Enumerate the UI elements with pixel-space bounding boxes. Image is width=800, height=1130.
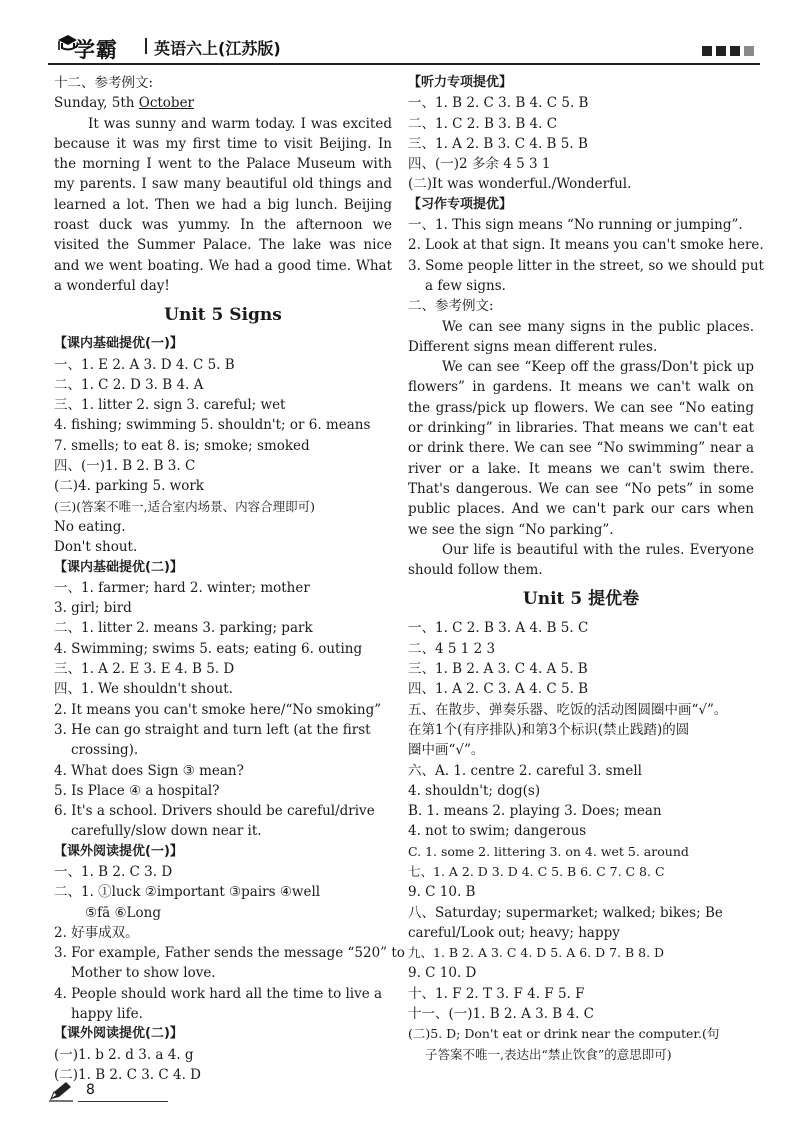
section-12-heading: 十二、参考例文: — [54, 75, 154, 91]
beijing-essay — [54, 114, 392, 297]
answer-line: 一、1. C 2. B 3. A 4. B 5. C — [408, 620, 589, 637]
answer-note: 子答案不唯一,表达出“禁止饮食”的意思即可) — [425, 1046, 672, 1062]
answer-line: 一、1. E 2. A 3. D 4. C 5. B — [54, 356, 235, 373]
answer-line: 4. shouldn't; dog(s) — [408, 782, 541, 799]
answer-line: 七、1. A 2. D 3. D 4. C 5. B 6. C 7. C 8. C — [408, 863, 665, 879]
answer-line: ⑤fā ⑥Long — [85, 904, 161, 921]
header-rule — [48, 63, 760, 65]
pencil-icon — [48, 1080, 74, 1102]
book-title: 英语六上(江苏版) — [154, 39, 281, 58]
answer-line: 4. Swimming; swims 5. eats; eating 6. outing — [54, 640, 363, 657]
answer-note: (三)(答案不唯一,适合室内场景、内容合理即可) — [54, 498, 315, 514]
unit-5-test-title: Unit 5 提优卷 — [522, 589, 640, 610]
answer-line: 一、1. B 2. C 3. D — [54, 863, 173, 880]
answer-line: 二、1. C 2. D 3. B 4. A — [54, 376, 204, 393]
answer-line: 4. not to swim; dangerous — [408, 823, 587, 840]
answer-line: 6. It's a school. Drivers should be careful/drive — [54, 803, 375, 820]
answer-line: 三、1. B 2. A 3. C 4. A 5. B — [408, 661, 588, 678]
answer-line: 二、1. ①luck ②important ③pairs ④well — [54, 884, 321, 901]
answer-line: careful/Look out; heavy; happy — [408, 924, 620, 941]
answer-line: 9. C 10. B — [408, 884, 476, 901]
right-column — [408, 73, 764, 1065]
answer-line: Don't shout. — [54, 539, 138, 556]
answer-line: C. 1. some 2. littering 3. on 4. wet 5. around — [408, 843, 689, 859]
brand-logo — [56, 32, 146, 62]
left-column — [54, 73, 405, 1085]
answer-line: 三、1. A 2. E 3. E 4. B 5. D — [54, 661, 235, 678]
answer-line: 六、A. 1. centre 2. careful 3. smell — [408, 762, 642, 779]
answer-line: 9. C 10. D — [408, 965, 477, 982]
footer-rule — [78, 1101, 168, 1102]
answer-line: 二、1. C 2. B 3. B 4. C — [408, 115, 558, 132]
answer-line: 二、参考例文: — [408, 298, 494, 315]
essay-date: Sunday, 5th October — [54, 95, 195, 112]
answer-line: 3. For example, Father sends the message “520” to — [54, 945, 405, 962]
answer-line: (一)1. b 2. d 3. a 4. g — [54, 1046, 194, 1063]
answer-line: 4. What does Sign ③ mean? — [54, 762, 244, 779]
answer-line: (二)5. D; Don't eat or drink near the computer.(句 — [408, 1026, 720, 1042]
section-heading: 【课外阅读提优(一)】 — [54, 843, 183, 859]
answer-line: 十一、(一)1. B 2. A 3. B 4. C — [408, 1006, 595, 1023]
answer-line: 四、(一)2 多余 4 5 3 1 — [408, 156, 551, 173]
essay-paragraph: Our life is beautiful with the rules. Everyone should follow them. — [408, 541, 754, 579]
section-heading: 【听力专项提优】 — [408, 75, 513, 90]
answer-line: crossing). — [71, 742, 139, 759]
section-heading: 【课内基础提优(二)】 — [54, 559, 183, 575]
answer-line: (二)1. B 2. C 3. C 4. D — [54, 1066, 201, 1083]
answer-line: 一、1. This sign means “No running or jumping”. — [408, 217, 743, 234]
section-heading: 【习作专项提优】 — [408, 196, 513, 212]
answer-line: 4. fishing; swimming 5. shouldn't; or 6. means — [54, 417, 371, 434]
answer-line: carefully/slow down near it. — [71, 823, 262, 840]
answer-line: 三、1. A 2. B 3. C 4. B 5. B — [408, 135, 588, 152]
answer-line: happy life. — [71, 1006, 143, 1023]
answer-line: 4. People should work hard all the time to live a — [54, 985, 383, 1002]
answer-line: 四、1. A 2. C 3. A 4. C 5. B — [408, 681, 589, 698]
answer-line: 一、1. B 2. C 3. B 4. C 5. B — [408, 95, 589, 112]
answer-line: 2. 好事成双。 — [54, 924, 139, 941]
answer-line: 九、1. B 2. A 3. C 4. D 5. A 6. D 7. B 8. D — [408, 945, 665, 961]
logo-text: 学霸 — [74, 38, 118, 62]
answer-line: No eating. — [54, 518, 126, 535]
essay-date-month: October — [138, 95, 195, 112]
answer-line: 3. Some people litter in the street, so we should put — [408, 257, 764, 274]
header-squares-decoration — [702, 46, 754, 56]
unit-5-title: Unit 5 Signs — [164, 305, 282, 326]
answer-line: 在第1个(有序排队)和第3个标识(禁止践踏)的圆 — [408, 721, 690, 738]
section-heading: 【课内基础提优(一)】 — [54, 336, 183, 352]
section-heading: 【课外阅读提优(二)】 — [54, 1026, 183, 1042]
answer-line: 四、1. We shouldn't shout. — [54, 681, 233, 698]
answer-line: (二)4. parking 5. work — [54, 478, 204, 495]
page-number: 8 — [86, 1082, 95, 1098]
answer-line: 2. It means you can't smoke here/“No smoking” — [54, 701, 382, 718]
answer-line: B. 1. means 2. playing 3. Does; mean — [408, 803, 662, 820]
answer-line: 3. girl; bird — [54, 600, 132, 617]
answer-line: 2. Look at that sign. It means you can't smoke here. — [408, 237, 764, 254]
answer-line: 十、1. F 2. T 3. F 4. F 5. F — [408, 985, 585, 1002]
answer-line: Mother to show love. — [71, 965, 216, 982]
answer-line: 二、4 5 1 2 3 — [408, 640, 496, 657]
answer-line: 3. He can go straight and turn left (at the first — [54, 721, 371, 738]
page-header — [48, 28, 760, 64]
page-footer — [48, 1080, 138, 1104]
essay-paragraph: It was sunny and warm today. I was excited because it was my first time to visit Beijing. In the morning I went to the Palace Museum with my parents. I saw many beautiful old things and learned a lot. Then we had a big lunch. Beijing roast duck was yummy. In the afternoon we visited the Summer Palace. The lake was nice and we went boating. We had a good time. What a wonderful day! — [54, 115, 392, 294]
answer-line: 一、1. farmer; hard 2. winter; mother — [54, 579, 310, 596]
answer-line: 5. Is Place ④ a hospital? — [54, 782, 220, 799]
answer-line: 圈中画“√”。 — [408, 742, 485, 759]
answer-line: 7. smells; to eat 8. is; smoke; smoked — [54, 437, 310, 454]
answer-line: 四、(一)1. B 2. B 3. C — [54, 458, 196, 475]
answer-line: a few signs. — [425, 277, 506, 294]
essay-paragraph: We can see many signs in the public places. Different signs mean different rules. — [408, 318, 754, 355]
answer-line: 三、1. litter 2. sign 3. careful; wet — [54, 397, 286, 414]
answer-line: 五、在散步、弹奏乐器、吃饭的活动图圆圈中画“√”。 — [408, 701, 728, 718]
essay-paragraph: We can see “Keep off the grass/Don't pick up flowers” in gardens. It means we can't walk on the grass/pick up flowers. We can see “No eating or drinking” in libraries. That means we can't eat or drink there. We can see “No swimming” near a river or a lake. It means we can't swim there. That's dangerous. We can see “No pets” in some public places. And we can't park our cars when we see the sign “No parking”. — [408, 359, 754, 538]
answer-line: 八、Saturday; supermarket; walked; bikes; Be — [408, 904, 723, 921]
signs-essay — [408, 317, 754, 581]
answer-line: (二)It was wonderful./Wonderful. — [408, 176, 632, 193]
header-divider — [145, 38, 147, 54]
answer-line: 二、1. litter 2. means 3. parking; park — [54, 620, 313, 637]
